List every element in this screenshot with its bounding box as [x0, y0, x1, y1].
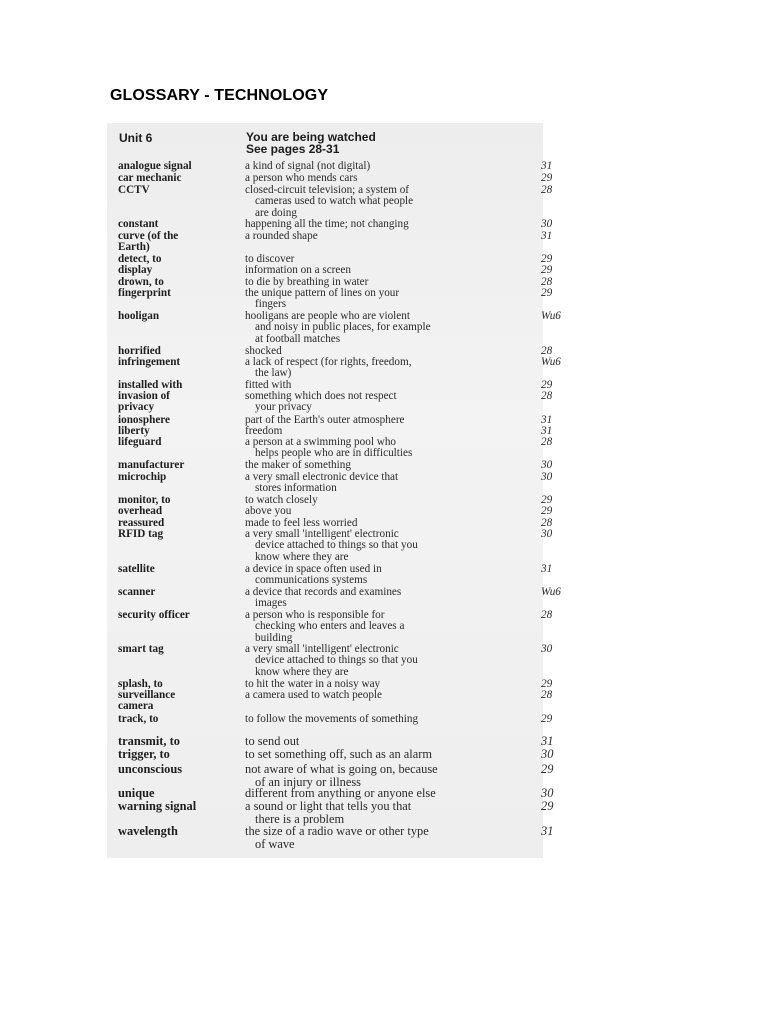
entry-definition — [245, 472, 529, 495]
entry-page-ref: 31 — [541, 160, 553, 172]
definition-line: the law) — [255, 367, 292, 380]
entry-page-ref: 29 — [541, 762, 554, 776]
entry-definition — [245, 460, 529, 471]
entry-page-ref: 28 — [541, 609, 553, 621]
definition-line: stores information — [255, 482, 337, 495]
entry-page-ref: 28 — [541, 436, 553, 448]
entry-definition — [245, 391, 529, 414]
entry-definition — [245, 288, 529, 311]
entry-definition — [245, 219, 529, 230]
entry-term: display — [118, 264, 153, 276]
entry-term: curve (of the Earth) — [118, 230, 179, 254]
entry-page-ref: 29 — [541, 713, 553, 725]
definition-line: closed-circuit television; a system of — [245, 184, 410, 196]
definition-line: to follow the movements of something — [245, 713, 419, 725]
entry-definition — [245, 161, 529, 172]
entry-term: manufacturer — [118, 459, 185, 471]
definition-line: happening all the time; not changing — [245, 218, 409, 230]
definition-line: fingers — [255, 298, 287, 311]
entry-term: unconscious — [118, 762, 183, 776]
definition-line: building — [255, 631, 293, 644]
entry-term: lifeguard — [118, 436, 162, 448]
entry-term: microchip — [118, 471, 167, 483]
entry-page-ref: 30 — [541, 747, 554, 761]
entry-page-ref: 28 — [541, 276, 553, 288]
definition-line: there is a problem — [255, 812, 345, 826]
entry-term: unique — [118, 786, 155, 800]
entry-term: security officer — [118, 609, 190, 621]
definition-line: device attached to things so that you — [255, 654, 418, 667]
entry-term: scanner — [118, 586, 156, 598]
entry-page-ref: 28 — [541, 517, 553, 529]
definition-line: images — [255, 597, 287, 610]
definition-line: to send out — [245, 734, 300, 748]
definition-line: a very small electronic device that — [245, 471, 399, 483]
definition-line: know where they are — [255, 665, 349, 678]
entry-definition — [245, 185, 529, 219]
definition-line: cameras used to watch what people — [255, 195, 414, 208]
entry-term: constant — [118, 218, 159, 230]
definition-line: different from anything or anyone else — [245, 786, 436, 800]
entry-page-ref: 28 — [541, 689, 553, 701]
definition-line: shocked — [245, 345, 282, 357]
entry-page-ref: 28 — [541, 345, 553, 357]
entry-definition — [245, 173, 529, 184]
entry-term: trigger, to — [118, 747, 170, 761]
entry-page-ref: 29 — [541, 379, 553, 391]
entry-page-ref: 29 — [541, 678, 553, 690]
definition-line: a person who is responsible for — [245, 609, 385, 621]
entry-term: overhead — [118, 505, 163, 517]
definition-line: a very small 'intelligent' electronic — [245, 643, 399, 655]
entry-page-ref: 31 — [541, 563, 553, 575]
definition-line: checking who enters and leaves a — [255, 620, 405, 633]
entry-page-ref: 30 — [541, 643, 553, 655]
definition-line: are doing — [255, 206, 297, 219]
definition-line: a very small 'intelligent' electronic — [245, 528, 399, 540]
entry-term: horrified — [118, 345, 161, 357]
entry-page-ref: Wu6 — [541, 356, 561, 368]
entry-page-ref: 30 — [541, 459, 553, 471]
definition-line: hooligans are people who are violent — [245, 310, 410, 322]
entry-page-ref: 31 — [541, 414, 553, 426]
definition-line: of an injury or illness — [255, 775, 361, 789]
entry-definition — [245, 231, 529, 242]
definition-line: device attached to things so that you — [255, 539, 418, 552]
entry-page-ref: 29 — [541, 172, 553, 184]
definition-line: a device in space often used in — [245, 563, 382, 575]
entry-page-ref: 31 — [541, 824, 554, 838]
entry-definition — [245, 357, 529, 380]
definition-line: something which does not respect — [245, 390, 397, 402]
definition-line: to watch closely — [245, 494, 318, 506]
entry-definition — [245, 610, 529, 644]
entry-definition — [245, 529, 529, 563]
entry-definition — [245, 690, 529, 701]
entry-page-ref: Wu6 — [541, 310, 561, 322]
entry-page-ref: 28 — [541, 184, 553, 196]
definition-line: a sound or light that tells you that — [245, 799, 412, 813]
entry-definition — [245, 587, 529, 610]
entry-definition — [245, 506, 529, 517]
entry-term: RFID tag — [118, 528, 164, 540]
entry-page-ref: 30 — [541, 218, 553, 230]
entry-page-ref: Wu6 — [541, 586, 561, 598]
definition-line: a device that records and examines — [245, 586, 402, 598]
entry-term: invasion of privacy — [118, 390, 170, 414]
entry-term: ionosphere — [118, 414, 171, 426]
entry-page-ref: 30 — [541, 786, 554, 800]
definition-line: a rounded shape — [245, 230, 318, 242]
definition-line: know where they are — [255, 550, 349, 563]
entry-term: monitor, to — [118, 494, 171, 506]
entry-term: reassured — [118, 517, 165, 529]
entry-term: car mechanic — [118, 172, 182, 184]
entry-definition — [245, 564, 529, 587]
definition-line: a camera used to watch people — [245, 689, 382, 701]
unit-pages: See pages 28-31 — [246, 142, 340, 156]
entry-term: fingerprint — [118, 287, 171, 299]
definition-line: a person who mends cars — [245, 172, 358, 184]
entry-page-ref: 29 — [541, 799, 554, 813]
definition-line: a lack of respect (for rights, freedom, — [245, 356, 412, 368]
entry-term: transmit, to — [118, 734, 180, 748]
page-title: GLOSSARY - TECHNOLOGY — [110, 87, 329, 104]
entry-term: CCTV — [118, 184, 150, 196]
entry-page-ref: 30 — [541, 528, 553, 540]
unit-heading-block — [246, 131, 376, 155]
definition-line: part of the Earth's outer atmosphere — [245, 414, 405, 426]
definition-line: the size of a radio wave or other type — [245, 824, 429, 838]
entry-page-ref: 30 — [541, 471, 553, 483]
definition-line: made to feel less worried — [245, 517, 358, 529]
definition-line: to die by breathing in water — [245, 276, 369, 288]
entry-definition — [245, 714, 529, 725]
definition-line: and noisy in public places, for example — [255, 321, 431, 334]
entry-definition — [245, 311, 529, 345]
entry-term: satellite — [118, 563, 155, 575]
entry-definition — [245, 437, 529, 460]
entry-page-ref: 29 — [541, 494, 553, 506]
entry-definition — [245, 265, 529, 276]
definition-line: helps people who are in difficulties — [255, 447, 413, 460]
entry-term: smart tag — [118, 643, 164, 655]
definition-line: to set something off, such as an alarm — [245, 747, 432, 761]
entry-page-ref: 29 — [541, 264, 553, 276]
entry-term: warning signal — [118, 799, 197, 813]
glossary-scan — [107, 123, 561, 858]
definition-line: a kind of signal (not digital) — [245, 160, 371, 172]
entry-page-ref: 28 — [541, 390, 553, 402]
entry-term: splash, to — [118, 678, 163, 690]
definition-line: fitted with — [245, 379, 292, 391]
entry-page-ref: 29 — [541, 505, 553, 517]
entry-page-ref: 31 — [541, 425, 553, 437]
entry-page-ref: 31 — [541, 734, 554, 748]
entry-term: drown, to — [118, 276, 164, 288]
definition-line: to discover — [245, 253, 295, 265]
entry-term: analogue signal — [118, 160, 192, 172]
entry-term: hooligan — [118, 310, 160, 322]
definition-line: to hit the water in a noisy way — [245, 678, 381, 690]
definition-line: the maker of something — [245, 459, 351, 471]
definition-line: information on a screen — [245, 264, 351, 276]
entry-term: liberty — [118, 425, 150, 437]
entry-page-ref: 29 — [541, 287, 553, 299]
entry-term: detect, to — [118, 253, 162, 265]
entry-term: infringement — [118, 356, 181, 368]
entry-definition — [245, 415, 529, 426]
entry-term: wavelength — [118, 824, 178, 838]
definition-line: communications systems — [255, 574, 368, 587]
unit-label: Unit 6 — [119, 131, 153, 145]
entry-term: surveillance camera — [118, 689, 176, 713]
definition-line: not aware of what is going on, because — [245, 762, 438, 776]
entry-definition — [245, 800, 529, 826]
definition-line: your privacy — [255, 401, 312, 414]
entry-term: track, to — [118, 713, 159, 725]
definition-line: of wave — [255, 837, 295, 851]
entry-definition — [245, 748, 529, 761]
definition-line: the unique pattern of lines on your — [245, 287, 400, 299]
definition-line: above you — [245, 505, 292, 517]
entry-term: installed with — [118, 379, 183, 391]
definition-line: freedom — [245, 425, 283, 437]
unit-heading: You are being watched — [246, 130, 376, 144]
entry-definition — [245, 825, 529, 851]
definition-line: a person at a swimming pool who — [245, 436, 397, 448]
entry-page-ref: 31 — [541, 230, 553, 242]
definition-line: at football matches — [255, 332, 341, 345]
entry-page-ref: 29 — [541, 253, 553, 265]
entry-definition — [245, 644, 529, 678]
